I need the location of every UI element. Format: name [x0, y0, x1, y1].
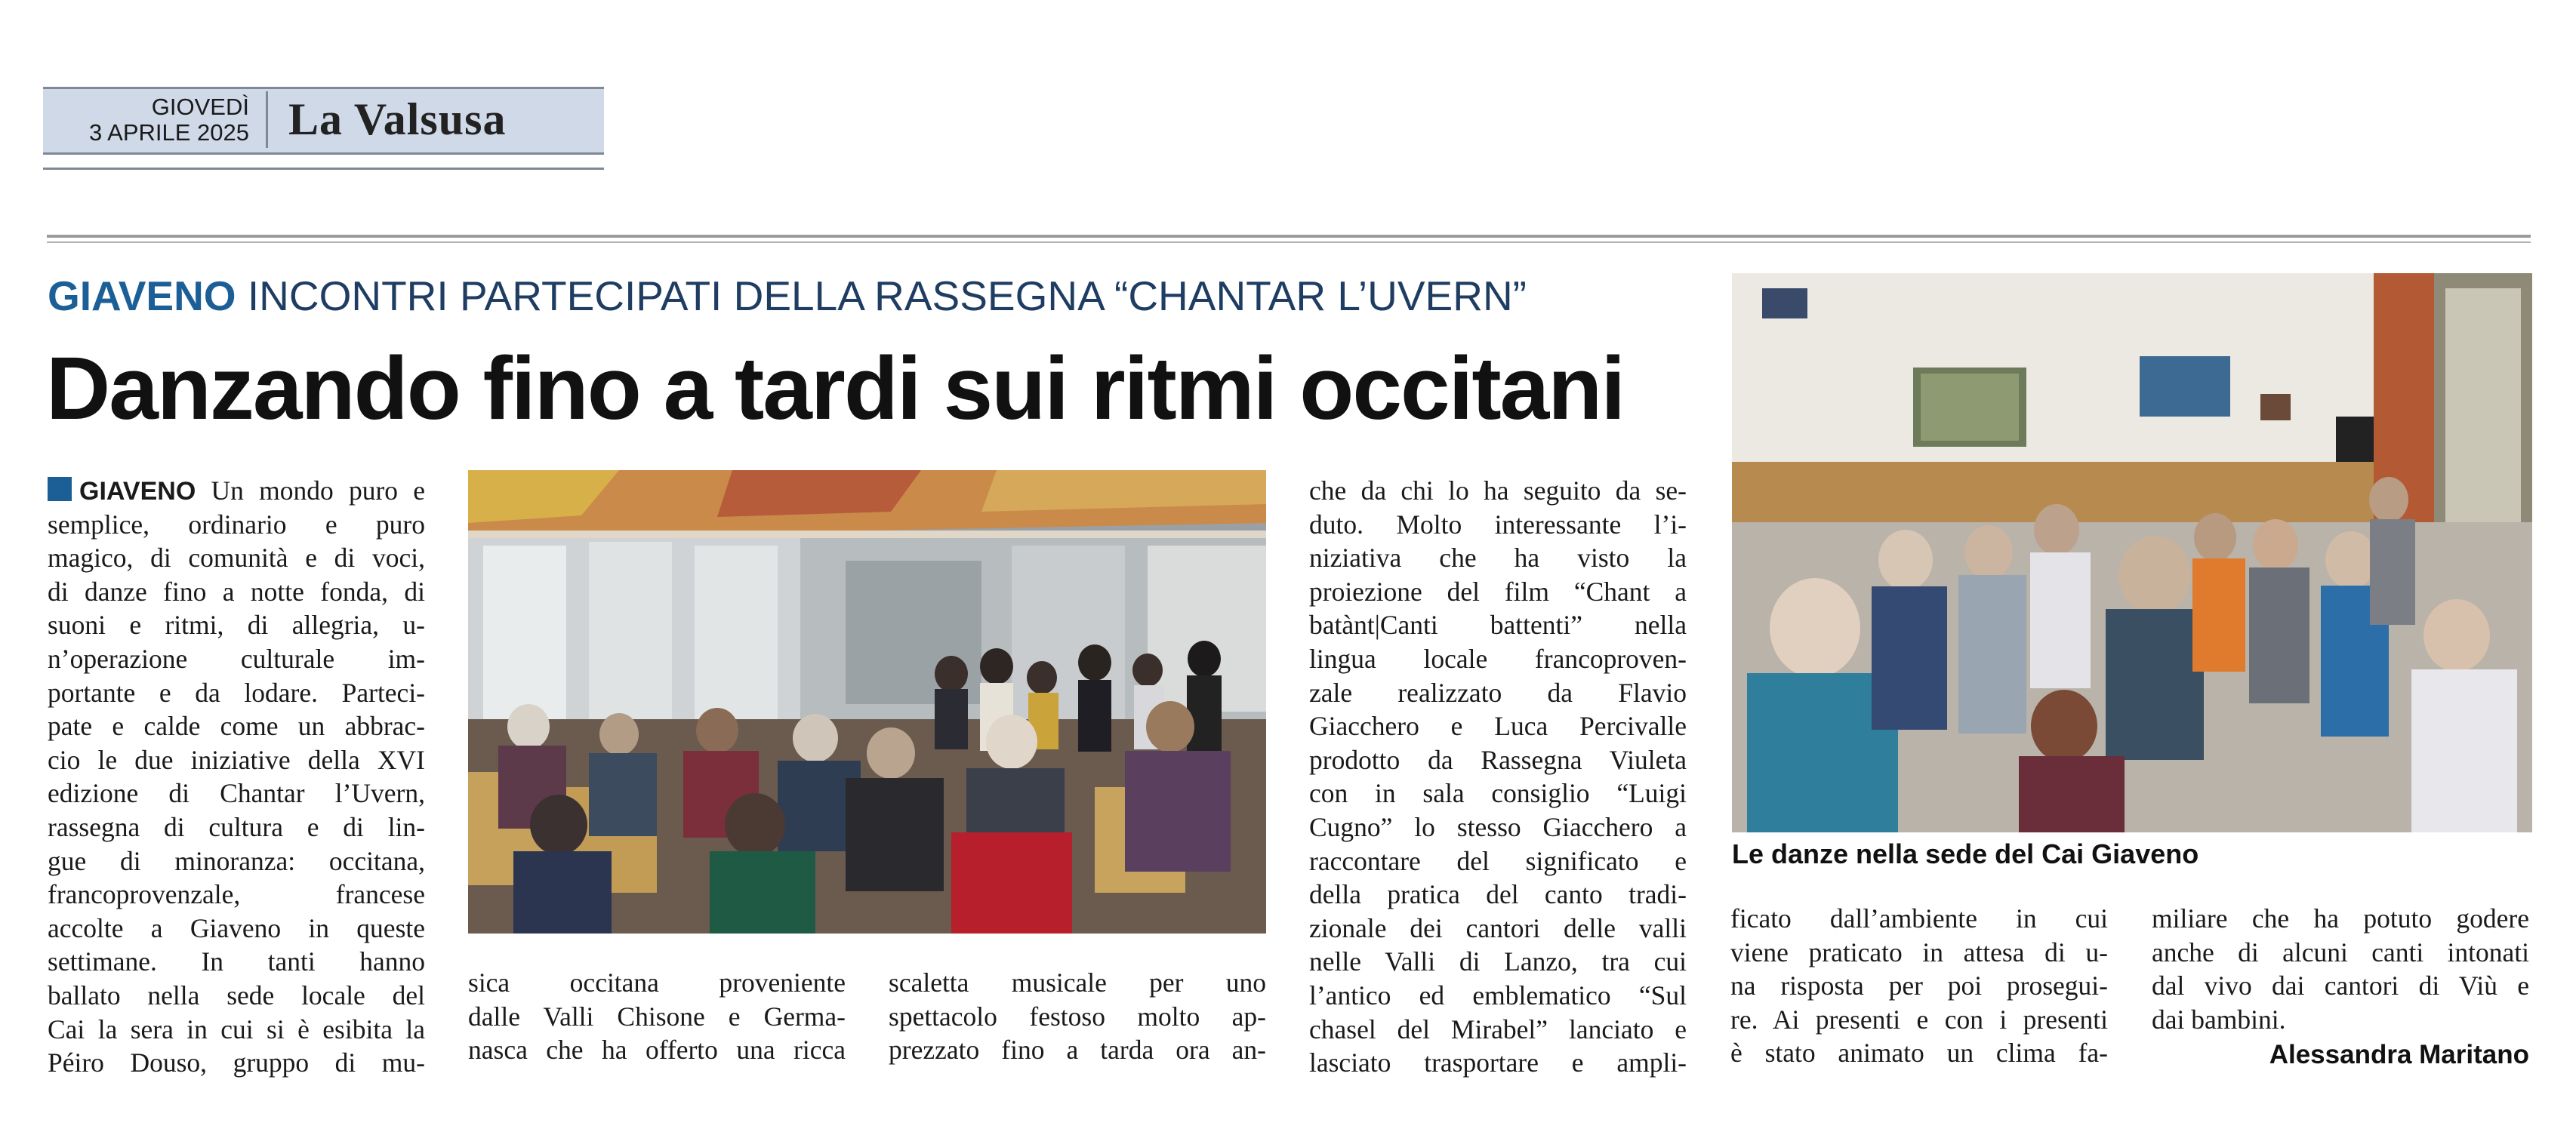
text-line: che da chi lo ha seguito da se-	[1309, 475, 1687, 506]
masthead-under-rule	[43, 168, 604, 170]
photo-dancers	[1732, 273, 2532, 832]
lead-place: GIAVENO	[79, 477, 196, 506]
headline: Danzando fino a tardi sui ritmi occitani	[46, 339, 1625, 438]
masthead-bottom-rule	[43, 152, 604, 155]
text-line: edizione di Chantar l’Uvern,	[48, 778, 425, 809]
kicker-place: GIAVENO	[48, 272, 236, 319]
text-line: miliare che ha potuto godere	[2152, 903, 2529, 934]
article-column-5	[1730, 902, 2108, 1070]
kicker-text: INCONTRI PARTECIPATI DELLA RASSEGNA “CHANTAR L’UVERN”	[247, 272, 1527, 319]
text-line: dalle Valli Chisone e Germa-	[468, 1001, 846, 1032]
text-line: sica occitana proveniente	[468, 967, 846, 998]
masthead-divider	[266, 91, 268, 148]
text-line: n’operazione culturale im-	[48, 643, 425, 674]
photo-caption: Le danze nella sede del Cai Giaveno	[1732, 838, 2199, 869]
text-line: prezzato fino a tarda ora an-	[889, 1035, 1266, 1066]
photo-audience-image	[468, 470, 1266, 934]
text-line: chasel del Mirabel” lanciato e	[1309, 1014, 1687, 1044]
text-line: na risposta per poi prosegui-	[1730, 970, 2108, 1001]
text-line: zale realizzato da Flavio	[1309, 677, 1687, 708]
text-line: duto. Molto interessante l’i-	[1309, 509, 1687, 540]
masthead	[43, 87, 604, 152]
text-line: ballato nella sede locale del	[48, 980, 425, 1010]
text-line: lingua locale francoproven-	[1309, 643, 1687, 674]
text-line: viene praticato in attesa di u-	[1730, 937, 2108, 967]
text-line: Cai la sera in cui si è esibita la	[48, 1014, 425, 1044]
text-line: batànt|Canti battenti” nella	[1309, 610, 1687, 641]
text-line: della pratica del canto tradi-	[1309, 879, 1687, 910]
text-line: ficato dall’ambiente in cui	[1730, 903, 2108, 934]
article-column-1	[48, 474, 425, 1080]
text-line: nelle Valli di Lanzo, tra cui	[1309, 946, 1687, 977]
text-line: niziativa che ha visto la	[1309, 543, 1687, 574]
text-line: suoni e ritmi, di allegria, u-	[48, 610, 425, 641]
text-line: dal vivo dai cantori di Viù e	[2152, 970, 2529, 1001]
text-line: dai bambini.	[2152, 1004, 2286, 1035]
text-line: di danze fino a notte fonda, di	[48, 576, 425, 607]
lead-square-icon	[48, 477, 72, 501]
text-line: Cugno” lo stesso Giacchero a	[1309, 811, 1687, 842]
text-line: spettacolo festoso molto ap-	[889, 1001, 1266, 1032]
page-rule-thin	[47, 241, 2531, 243]
text-line: accolte a Giaveno in queste	[48, 912, 425, 943]
text-line: l’antico ed emblematico “Sul	[1309, 980, 1687, 1010]
masthead-top-rule	[43, 87, 604, 89]
article-column-4	[1309, 474, 1687, 1080]
issue-day: GIOVEDÌ	[151, 94, 249, 120]
text-line: GIAVENO Un mondo puro e	[48, 474, 425, 508]
text-line: nasca che ha offerto una ricca	[468, 1035, 846, 1066]
text-line: portante e da lodare. Parteci-	[48, 677, 425, 708]
text-line: settimane. In tanti hanno	[48, 946, 425, 977]
kicker	[48, 268, 1671, 324]
text-line: proiezione del film “Chant a	[1309, 576, 1687, 607]
text-line: lasciato trasportare e ampli-	[1309, 1047, 1687, 1078]
byline: Alessandra Maritano	[2269, 1040, 2529, 1069]
text-line: Péiro Douso, gruppo di mu-	[48, 1047, 425, 1078]
page-rule	[47, 235, 2531, 238]
text-line: gue di minoranza: occitana,	[48, 845, 425, 876]
text-line: rassegna di cultura e di lin-	[48, 811, 425, 842]
article-column-3	[889, 966, 1266, 1067]
text-line: re. Ai presenti e con i presenti	[1730, 1004, 2108, 1035]
photo-dancers-image	[1732, 273, 2532, 832]
text-line: semplice, ordinario e puro	[48, 509, 425, 540]
text-line: magico, di comunità e di voci,	[48, 543, 425, 574]
text-line: francoprovenzale, francese	[48, 879, 425, 910]
text-line: Giacchero e Luca Percivalle	[1309, 711, 1687, 742]
article-column-6	[2152, 902, 2529, 1036]
text-line: con in sala consiglio “Luigi	[1309, 778, 1687, 809]
newspaper-logo: La Valsusa	[288, 94, 507, 144]
photo-audience	[468, 470, 1266, 934]
text-line: pate e calde come un abbrac-	[48, 711, 425, 742]
text-line: scaletta musicale per uno	[889, 967, 1266, 998]
text-line: è stato animato un clima fa-	[1730, 1038, 2108, 1069]
text-line: cio le due iniziative della XVI	[48, 744, 425, 775]
text-line: anche di alcuni canti intonati	[2152, 937, 2529, 967]
text-line: prodotto da Rassegna Viuleta	[1309, 744, 1687, 775]
text-line: zionale dei cantori delle valli	[1309, 912, 1687, 943]
issue-date: 3 APRILE 2025	[89, 119, 249, 146]
text-line: raccontare del significato e	[1309, 845, 1687, 876]
article-column-2	[468, 966, 846, 1067]
